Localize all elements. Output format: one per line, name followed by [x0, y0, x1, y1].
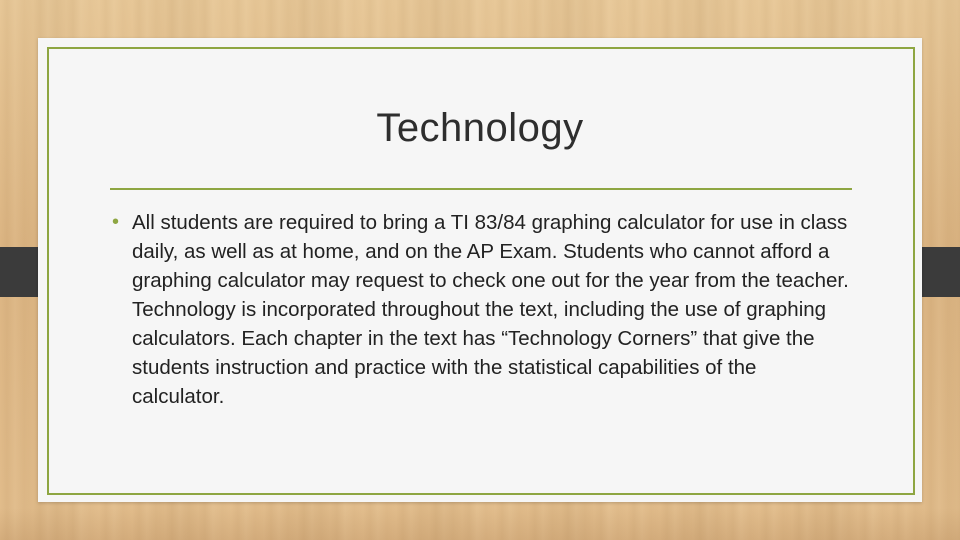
wood-background-edge — [0, 508, 960, 540]
slide-title: Technology — [376, 106, 584, 150]
slide-card — [38, 38, 922, 502]
title-divider — [110, 188, 852, 190]
bullet-marker: • — [112, 211, 120, 233]
bullet-text: All students are required to bring a TI 83/84 graphing calculator for use in class daily, as well as at home, and on the AP Exam. Students who cannot afford a graphing calculator may request to check one out for the year from the teacher. Technology is incorporated throughout the text, including the use of graphing calculators. Each chapter in the text has “Technology Corners” that give the students instruction and practice with the statistical capabilities of the calculator. — [132, 211, 849, 408]
bullet-item — [110, 208, 850, 411]
bullet-list — [110, 208, 850, 411]
